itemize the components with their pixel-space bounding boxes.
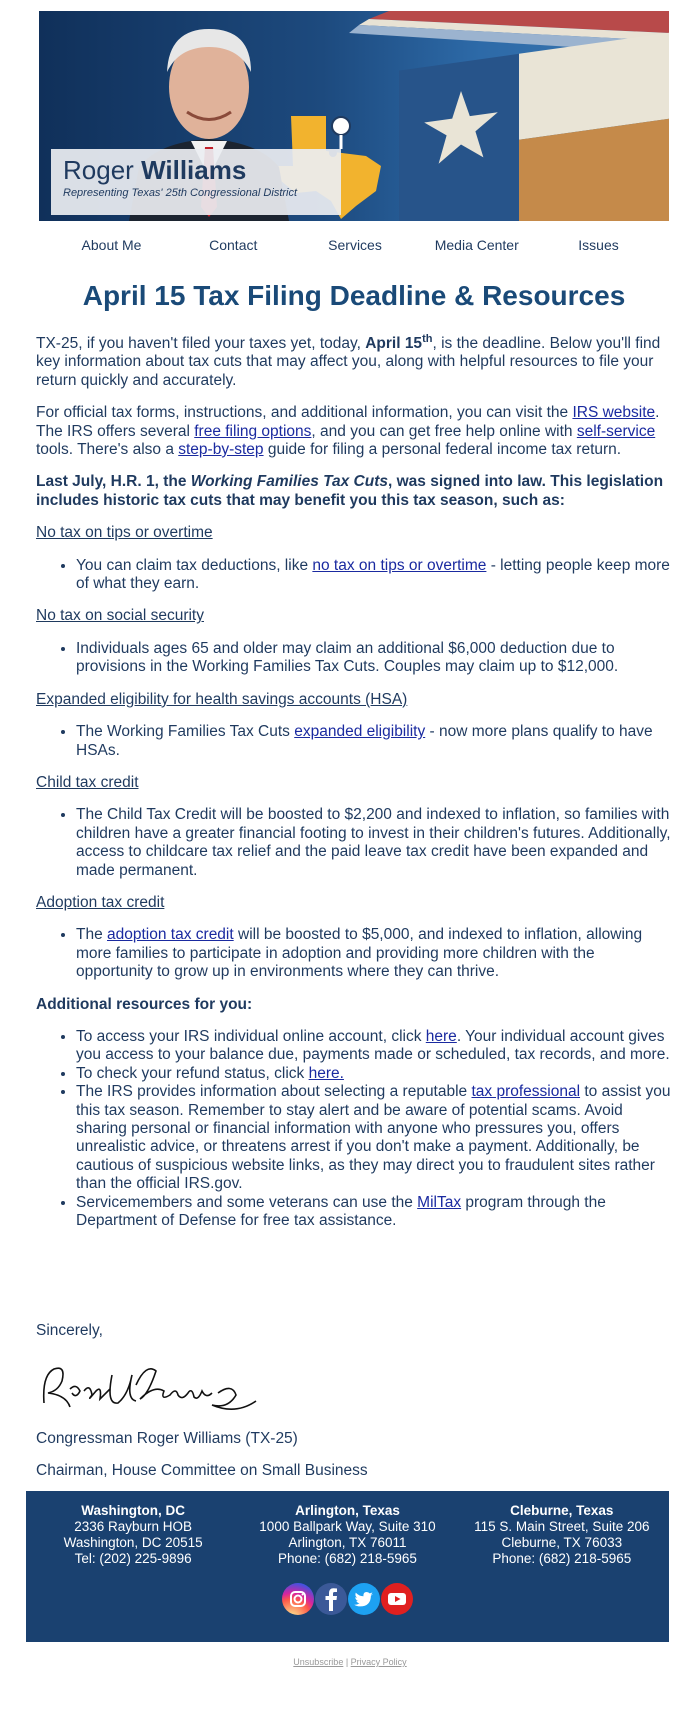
section-heading-child-tax-credit: Child tax credit [36, 773, 139, 791]
office-arlington: Arlington, Texas 1000 Ballpark Way, Suite 310 Arlington, TX 76011 Phone: (682) 218-5965 [259, 1503, 436, 1566]
newsletter-body [36, 332, 672, 1244]
list-item: • Servicemembers and some veterans can use the MilTax program through the Department of Defense for free tax assistance. [76, 1194, 672, 1231]
refund-status-link[interactable]: here. [308, 1064, 344, 1082]
intro-paragraph: TX-25, if you haven't filed your taxes yet, today, April 15th, is the deadline. Below you'll find key information about tax cuts that may affect you, along with helpful resources to file your return quickly and accurately. [36, 332, 661, 389]
tax-professional-link[interactable]: tax professional [471, 1083, 581, 1101]
unsubscribe-link[interactable]: Unsubscribe [293, 1657, 344, 1667]
twitter-icon[interactable] [348, 1583, 380, 1615]
section-heading-tips: No tax on tips or overtime [36, 524, 213, 542]
office-addresses [26, 1491, 669, 1567]
list-item: • To check your refund status, click here. [76, 1065, 672, 1083]
office-cleburne: Cleburne, Texas 115 S. Main Street, Suite 206 Cleburne, TX 76033 Phone: (682) 218-5965 [474, 1503, 650, 1566]
step-by-step-link[interactable]: step-by-step [178, 441, 264, 459]
self-service-link[interactable]: self-service [576, 422, 656, 440]
youtube-icon[interactable] [381, 1583, 413, 1615]
list-item: • The Child Tax Credit will be boosted to $2,200 and indexed to inflation, so families with children have a greater financial footing to invest in their children's futures. Additionally, access to childcare tax relief and the paid leave tax credit have been expanded and made permanent. [76, 806, 672, 880]
hsa-list [36, 723, 672, 760]
nav-issues[interactable]: Issues [578, 237, 619, 253]
footer [26, 1491, 669, 1642]
closing-salutation: Sincerely, [36, 1322, 103, 1339]
ss-list [36, 640, 672, 677]
list-item: • The Working Families Tax Cuts expanded eligibility - now more plans qualify to have HSAs. [76, 723, 672, 760]
list-item: • You can claim tax deductions, like no tax on tips or overtime - letting people keep more of what they earn. [76, 557, 672, 594]
signer-name: Congressman Roger Williams (TX-25) [36, 1430, 298, 1447]
deadline-date: April 15 [365, 335, 423, 352]
page-title: April 15 Tax Filing Deadline & Resources [82, 280, 626, 311]
facebook-icon[interactable] [315, 1583, 347, 1615]
name-plate [51, 149, 341, 215]
official-info-paragraph: For official tax forms, instructions, and additional information, you can visit the IRS website. The IRS offers several free filing options, and you can get free help online with self-service tools. There's also a step-by-step guide for filing a personal federal income tax return. [36, 404, 660, 459]
nav-services[interactable]: Services [328, 237, 382, 253]
privacy-policy-link[interactable]: Privacy Policy [350, 1657, 407, 1667]
section-heading-hsa: Expanded eligibility for health savings accounts (HSA) [36, 690, 408, 708]
irs-account-link[interactable]: here [425, 1027, 457, 1045]
free-filing-options-link[interactable]: free filing options [194, 422, 312, 440]
resources-heading: Additional resources for you: [36, 995, 253, 1013]
law-paragraph: Last July, H.R. 1, the Working Families Tax Cuts, was signed into law. This legislation includes historic tax cuts that may benefit you this tax season, such as: [36, 473, 664, 509]
tips-list [36, 557, 672, 594]
list-item: • The adoption tax credit will be boosted to $5,000, and indexed to inflation, allowing more families to participate in adoption and providing more children with the opportunity to grow up in environments where they can thrive. [76, 926, 672, 981]
list-item: • Individuals ages 65 and older may claim an additional $6,000 deduction due to provisions in the Working Families Tax Cuts. Couples may claim up to $12,000. [76, 640, 672, 677]
header-banner [39, 11, 669, 221]
instagram-icon[interactable] [282, 1583, 314, 1615]
section-heading-adoption: Adoption tax credit [36, 893, 165, 911]
nav-about-me[interactable]: About Me [81, 237, 142, 253]
no-tax-tips-link[interactable]: no tax on tips or overtime [312, 556, 487, 574]
ctc-list [36, 806, 672, 880]
adoption-list [36, 926, 672, 981]
office-washington: Washington, DC 2336 Rayburn HOB Washington, DC 20515 Tel: (202) 225-9896 [63, 1503, 203, 1566]
resources-list [36, 1028, 672, 1230]
signer-title: Chairman, House Committee on Small Business [36, 1462, 368, 1479]
miltax-link[interactable]: MilTax [417, 1193, 462, 1211]
name-last: Williams [141, 155, 247, 185]
name-first: Roger [63, 155, 134, 185]
nav-contact[interactable]: Contact [209, 237, 258, 253]
section-heading-social-security: No tax on social security [36, 607, 204, 625]
nav-media-center[interactable]: Media Center [434, 237, 519, 253]
expanded-eligibility-link[interactable]: expanded eligibility [294, 723, 426, 741]
district-tagline: Representing Texas' 25th Congressional District [63, 187, 298, 199]
list-item: • The IRS provides information about selecting a reputable tax professional to assist you this tax season. Remember to stay alert and be aware of potential scams. Avoid sharing personal or financial information with anyone who pressures you, offers unrealistic advice, or threatens arrest if you don't make a payment. Additionally, be cautious of suspicious website links, as they may direct you to fraudulent sites rather than the official IRS.gov. [76, 1083, 672, 1193]
list-item: • To access your IRS individual online account, click here. Your individual account gives you access to your balance due, payments made or scheduled, tax records, and more. [76, 1028, 672, 1065]
handwritten-signature [36, 1355, 266, 1425]
adoption-tax-credit-link[interactable]: adoption tax credit [107, 926, 234, 944]
legal-links: Unsubscribe | Privacy Policy [293, 1657, 407, 1667]
social-links [26, 1583, 669, 1615]
irs-website-link[interactable]: IRS website [572, 404, 656, 422]
top-navigation [51, 234, 659, 258]
